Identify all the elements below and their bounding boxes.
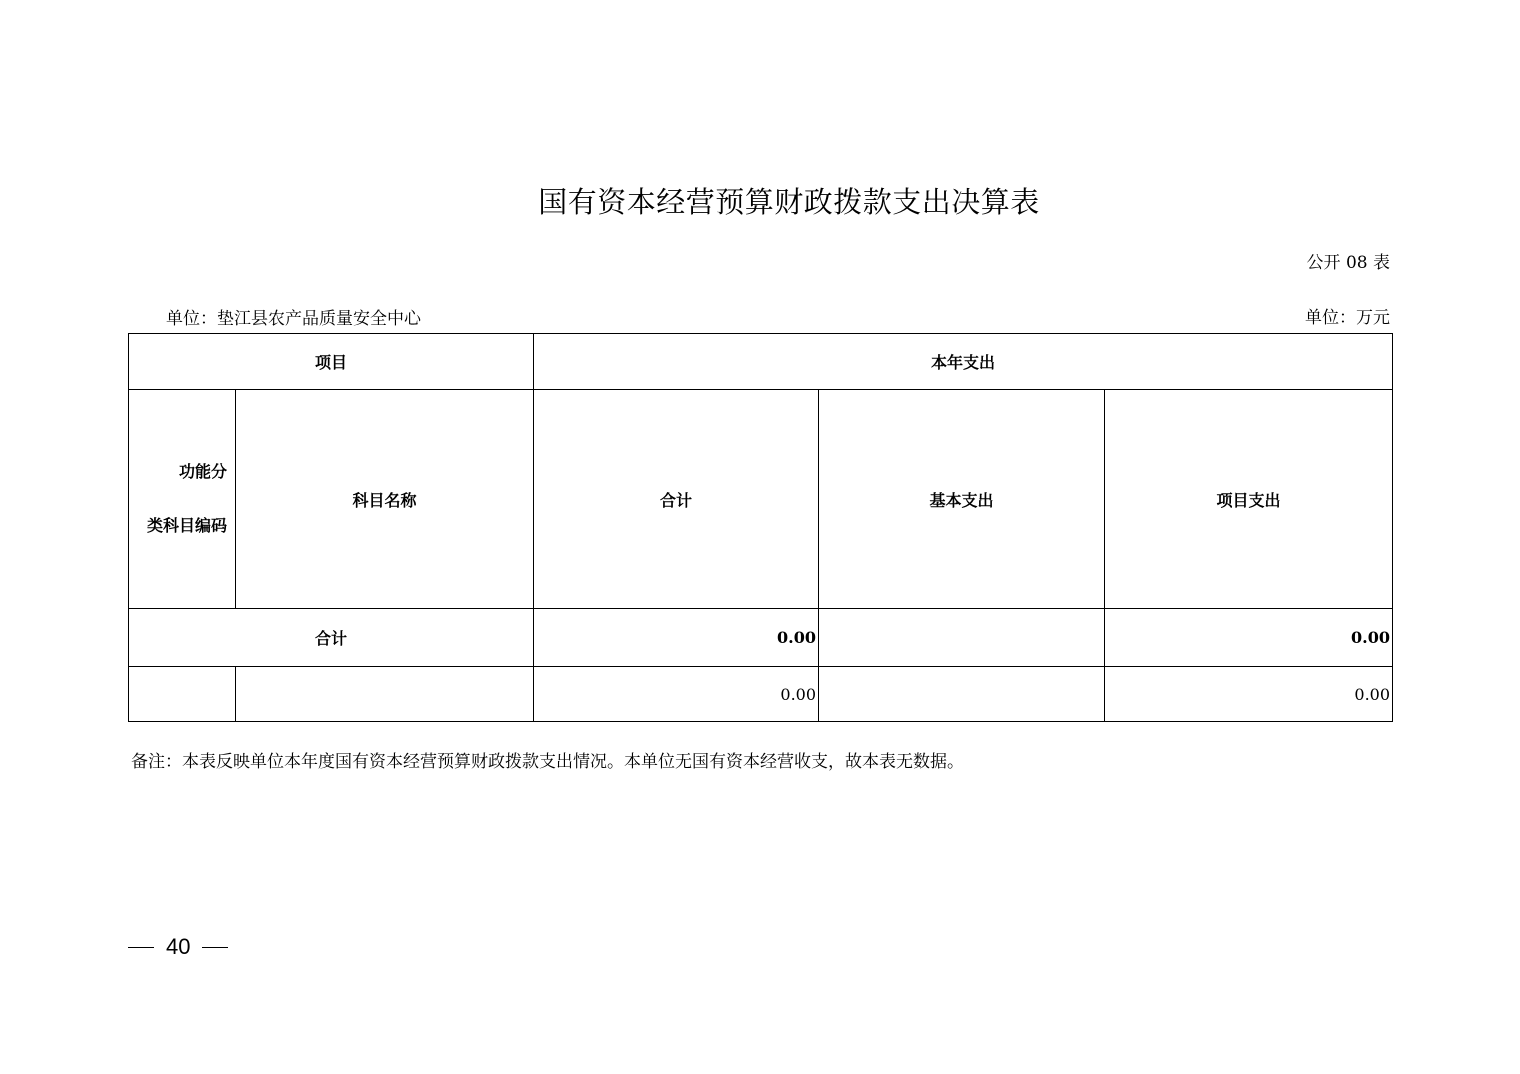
header-subject-name: 科目名称 bbox=[236, 390, 534, 609]
table-row bbox=[129, 667, 1393, 722]
form-number: 公开 08 表 bbox=[1306, 253, 1390, 273]
page-number-text: 40 bbox=[166, 934, 191, 959]
page-number bbox=[128, 934, 228, 960]
total-row-label: 合计 bbox=[129, 609, 534, 667]
total-row-basic bbox=[819, 609, 1105, 667]
header-row-1 bbox=[129, 334, 1393, 390]
row-code bbox=[129, 667, 236, 722]
total-row-project: 0.00 bbox=[1105, 609, 1393, 667]
page-dash-right bbox=[202, 947, 228, 948]
page-dash-left bbox=[128, 947, 154, 948]
header-item: 项目 bbox=[129, 334, 534, 390]
header-current-year: 本年支出 bbox=[534, 334, 1393, 390]
header-total: 合计 bbox=[534, 390, 819, 609]
row-total: 0.00 bbox=[534, 667, 819, 722]
expenditure-table bbox=[128, 333, 1393, 722]
row-basic bbox=[819, 667, 1105, 722]
total-row-total: 0.00 bbox=[534, 609, 819, 667]
currency-unit: 单位：万元 bbox=[1305, 308, 1390, 328]
header-basic: 基本支出 bbox=[819, 390, 1105, 609]
header-code-line1: 功能分 bbox=[178, 462, 227, 481]
row-name bbox=[236, 667, 534, 722]
reporting-unit: 单位：垫江县农产品质量安全中心 bbox=[166, 309, 421, 329]
total-row bbox=[129, 609, 1393, 667]
header-row-2 bbox=[129, 390, 1393, 609]
header-function-code bbox=[129, 390, 236, 609]
header-code-line2: 类科目编码 bbox=[146, 516, 227, 535]
header-project: 项目支出 bbox=[1105, 390, 1393, 609]
page-title: 国有资本经营预算财政拨款支出决算表 bbox=[538, 185, 1040, 219]
table-note: 备注：本表反映单位本年度国有资本经营预算财政拨款支出情况。本单位无国有资本经营收支，故本表无数据。 bbox=[131, 752, 964, 772]
row-project: 0.00 bbox=[1105, 667, 1393, 722]
